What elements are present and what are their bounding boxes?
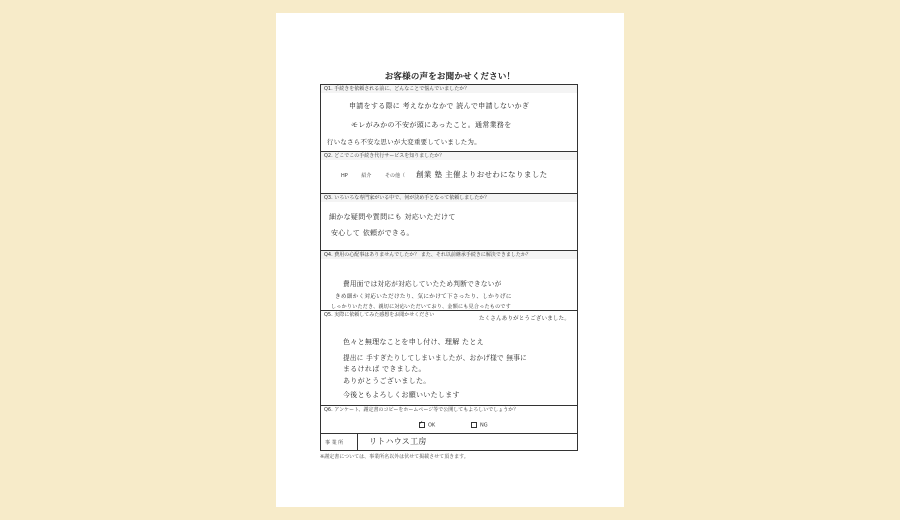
sheet-title: お客様の声をお聞かせください！	[384, 72, 516, 82]
footnote: ※謝定書については、事業所名以外は伏せて掲載させて頂きます。	[320, 454, 469, 460]
answer-5-line-5: 今後ともよろしくお願いいたします	[343, 391, 460, 399]
question-4: Q4. 費用の心配事はありませんでしたか？ また、それ以前継承手続きに解決できましたか？	[321, 251, 577, 259]
checkbox-icon	[471, 422, 477, 428]
answer-2: 創業 塾 主催よりおせわになりました	[416, 170, 548, 179]
answer-5-line-2: 提出に 手すぎたりしてしまいましたが、おかげ様で 無事に	[343, 354, 528, 362]
option-hp: HP	[341, 173, 348, 179]
answer-4-line-2: きめ細かく対応いただけたり、気にかけて下さったり、しかりげに	[335, 294, 512, 300]
survey-form	[320, 84, 578, 451]
answer-1-line-2: モレがみかの不安が頭にあったこと。通常業務を	[351, 121, 512, 129]
question-2: Q2. どこでこの手続き代行サービスを知りましたか？	[321, 152, 577, 160]
option-referral: 紹介	[361, 173, 372, 179]
answer-4-line-1: 費用面では対応が対応していたため判断できないが	[343, 280, 502, 288]
answer-1-line-3: 行いなさら不安な思いが大変重要していました为。	[327, 138, 481, 146]
answer-5-line-3: まるければ できました。	[343, 365, 426, 373]
question-5: Q5. 実際に依頼してみた感想をお聞かせください	[324, 312, 435, 318]
answer-3-line-1: 細かな疑問や質問にも 対応いただけて	[329, 213, 456, 221]
option-ng: NG	[471, 422, 488, 429]
answer-3-line-2: 安心して 依頼ができる。	[331, 229, 414, 237]
survey-sheet	[276, 13, 624, 507]
company-label: 事 業 所	[325, 440, 344, 446]
option-other: その他（	[384, 173, 405, 179]
option-ok: ✓OK	[419, 422, 435, 429]
answer-5-line-4: ありがとうございました。	[343, 377, 431, 385]
company-name: リトハウス工房	[369, 437, 427, 446]
answer-4-line-4: たくさんありがとうございました。	[479, 316, 571, 322]
question-1: Q1. 手続きを依頼される前に、どんなことで悩んでいましたか？	[321, 85, 577, 93]
question-3: Q3. いろいろな専門家がいる中で、何が決め手となって依頼しましたか？	[321, 194, 577, 202]
checkbox-checked-icon	[419, 422, 425, 428]
answer-5-line-1: 色々と無理なことを申し付け、理解 たとえ	[343, 338, 484, 346]
answer-1-line-1: 申請をする際に 考えなかなかで 読んで申請しないかぎ	[349, 102, 530, 110]
question-6: Q6. アンケート、謝定書のコピーをホームページ等で公開してもよろしいでしょうか？	[324, 407, 519, 413]
source-options	[341, 172, 405, 179]
answer-4-line-3: しっかりいただき、親切に対応いただいており、金額にも見合ったものです	[331, 304, 512, 310]
